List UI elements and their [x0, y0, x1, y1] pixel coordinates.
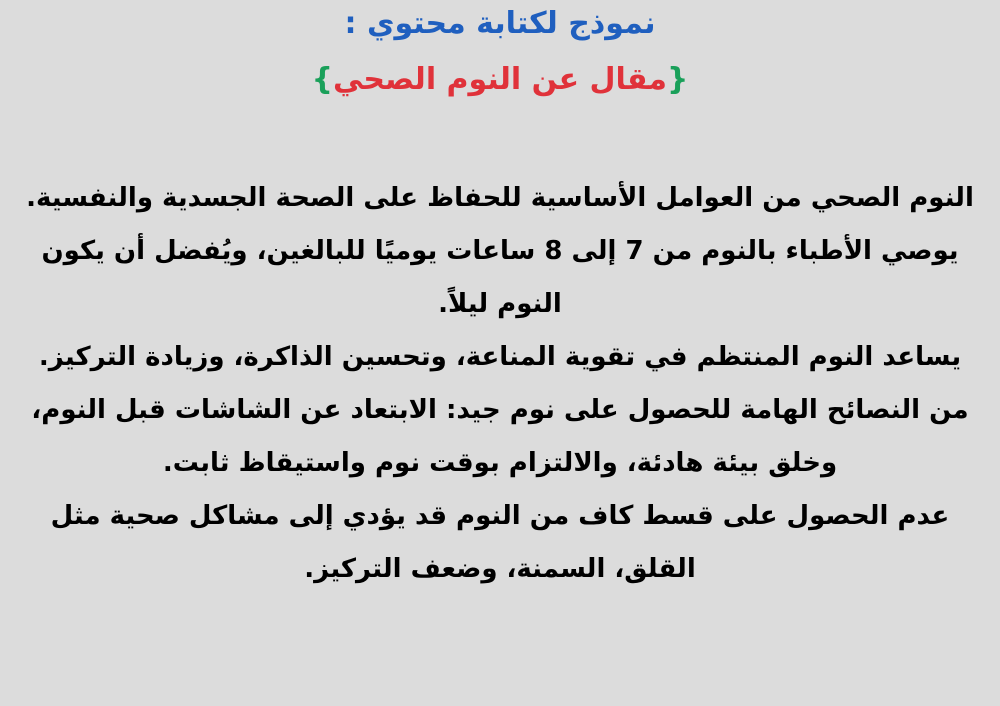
brace-open: { [666, 62, 689, 97]
brace-close: } [311, 62, 334, 97]
paragraph-sleep-hours: يوصي الأطباء بالنوم من 7 إلى 8 ساعات يوميًا للبالغين، ويُفضل أن يكون النوم ليلاً. [41, 236, 959, 319]
article-body [8, 172, 992, 596]
article-subtitle-text: مقال عن النوم الصحي [333, 62, 667, 97]
paragraph-importance: النوم الصحي من العوامل الأساسية للحفاظ على الصحة الجسدية والنفسية. [26, 183, 974, 213]
paragraph-tips: من النصائح الهامة للحصول على نوم جيد: الابتعاد عن الشاشات قبل النوم، وخلق بيئة هادئة، والالتزام بوقت نوم واستيقاظ ثابت. [31, 395, 969, 478]
paragraph-benefits: يساعد النوم المنتظم في تقوية المناعة، وتحسين الذاكرة، وزيادة التركيز. [38, 342, 962, 372]
paragraph-risks: عدم الحصول على قسط كاف من النوم قد يؤدي إلى مشاكل صحية مثل القلق، السمنة، وضعف التركيز. [50, 501, 950, 584]
article-subtitle [0, 58, 1000, 102]
document-title: نموذج لكتابة محتوي : [344, 6, 656, 41]
